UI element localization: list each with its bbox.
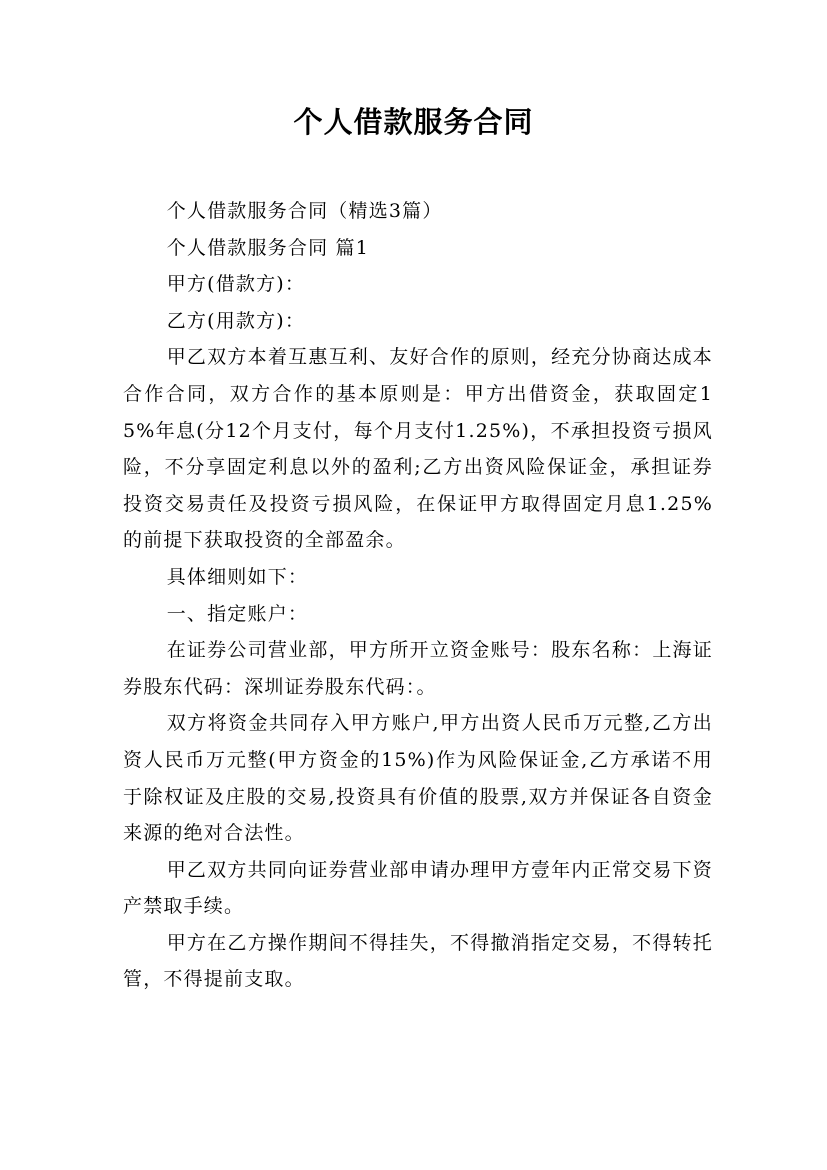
- document-title: 个人借款服务合同: [293, 105, 534, 139]
- paragraph-party-b: 乙方(用款方)：: [166, 309, 306, 332]
- paragraph-details-intro: 具体细则如下：: [166, 565, 309, 588]
- paragraph-clause-1-heading: 一、指定账户：: [166, 602, 309, 625]
- paragraph-funds-deposit: 双方将资金共同存入甲方账户,甲方出资人民币万元整,乙方出资人民币万元整(甲方资金的15%)作为风险保证金,乙方承诺不用于除权证及庄股的交易,投资具有价值的股票,双方并保证各自资金来源的绝对合法性。: [123, 712, 713, 845]
- paragraph-party-a: 甲方(借款方)：: [166, 273, 306, 296]
- paragraph-section-heading: 个人借款服务合同 篇1: [166, 236, 370, 259]
- paragraph-restrictions: 甲方在乙方操作期间不得挂失，不得撤消指定交易，不得转托管，不得提前支取。: [123, 931, 713, 991]
- paragraph-principles: 甲乙双方本着互惠互利、友好合作的原则，经充分协商达成本合作合同，双方合作的基本原则是：甲方出借资金，获取固定15%年息(分12个月支付，每个月支付1.25%)，不承担投资亏损风险，不分享固定利息以外的盈利;乙方出资风险保证金，承担证券投资交易责任及投资亏损风险，在保证甲方取得固定月息1.25%的前提下获取投资的全部盈余。: [123, 346, 713, 552]
- paragraph-account-info: 在证券公司营业部，甲方所开立资金账号：股东名称：上海证券股东代码：深圳证券股东代码：。: [123, 639, 713, 698]
- document-body: [123, 193, 713, 998]
- paragraph-asset-freeze: 甲乙双方共同向证券营业部申请办理甲方壹年内正常交易下资产禁取手续。: [123, 858, 713, 918]
- paragraph-subtitle: 个人借款服务合同（精选3篇）: [166, 200, 443, 222]
